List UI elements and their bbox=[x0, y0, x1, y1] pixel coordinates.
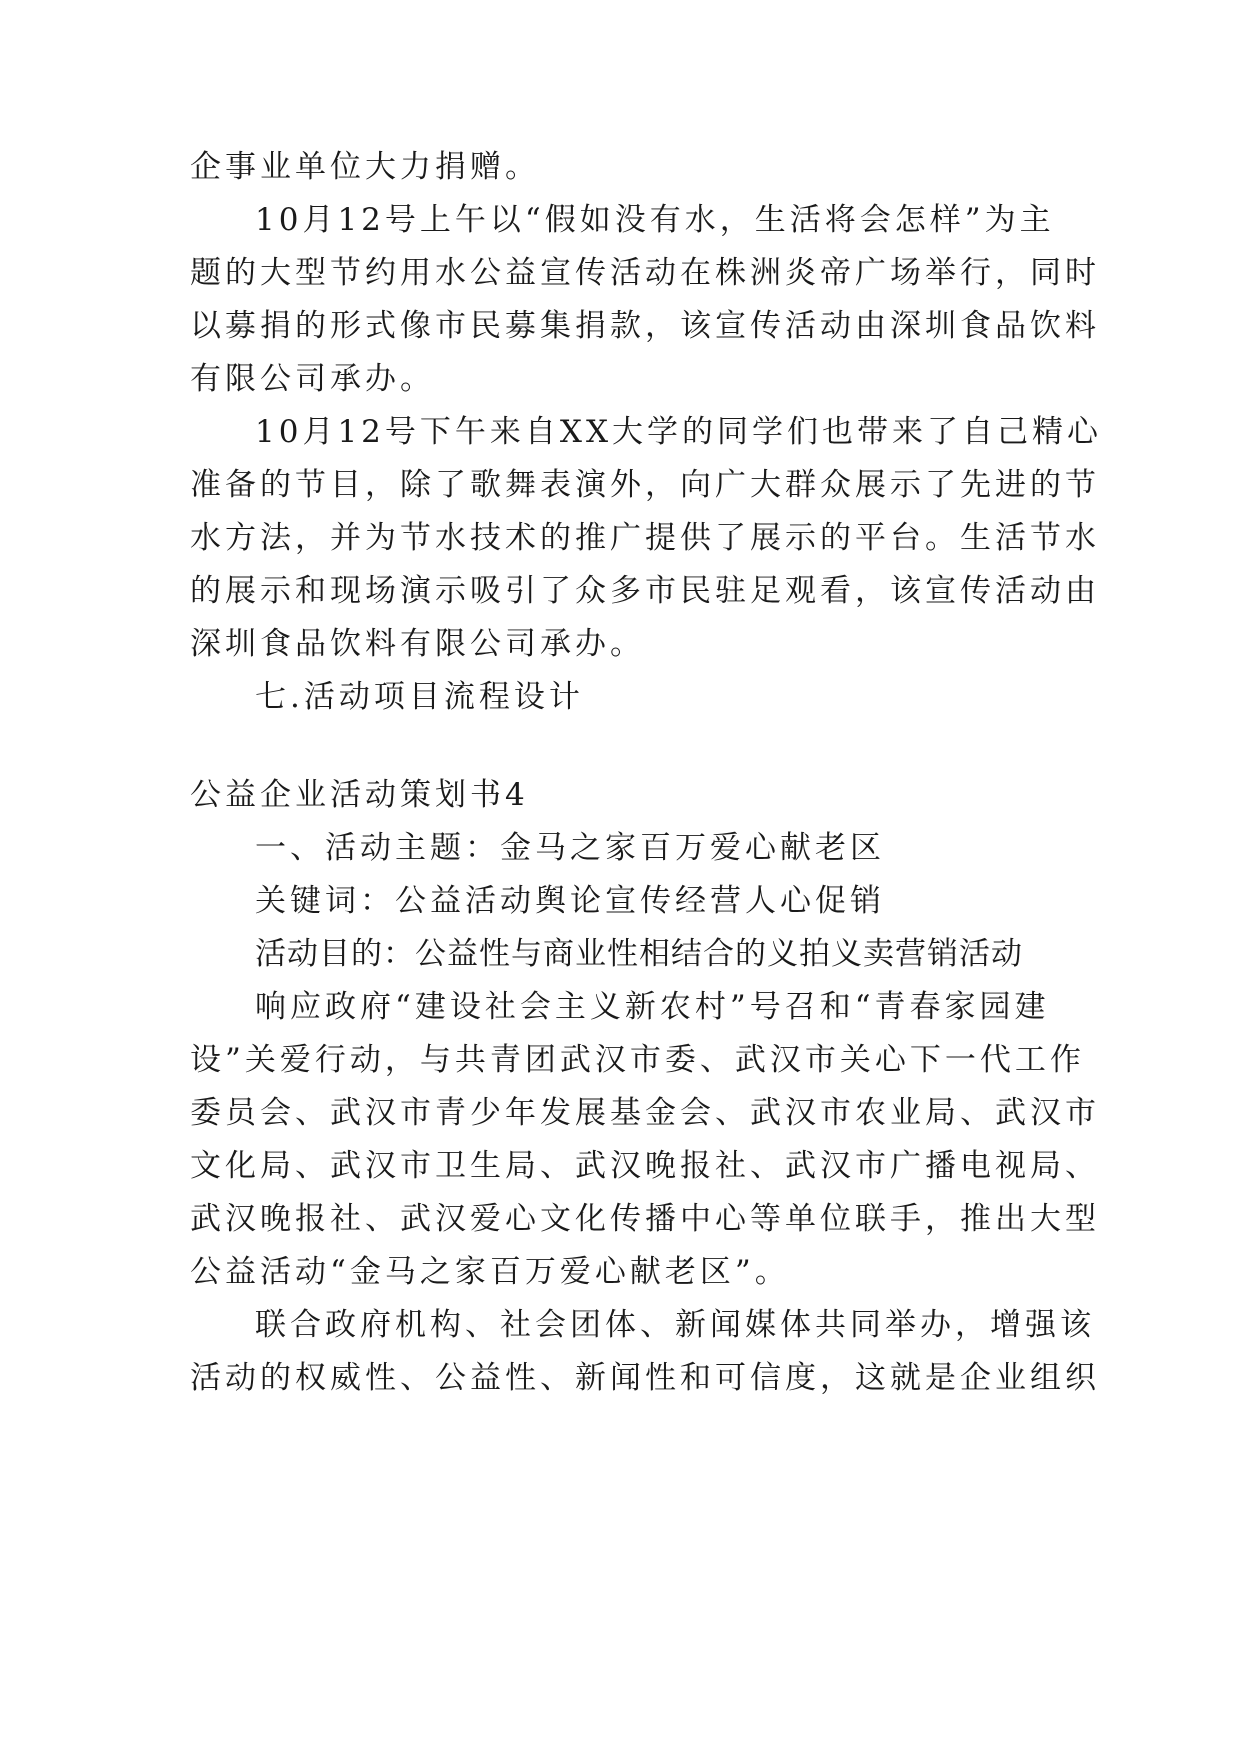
paragraph-line: 题的大型节约用水公益宣传活动在株洲炎帝广场举行，同时 bbox=[190, 255, 1100, 291]
paragraph-line: 企事业单位大力捐赠。 bbox=[190, 149, 540, 185]
paragraph-line: 水方法，并为节水技术的推广提供了展示的平台。生活节水 bbox=[190, 520, 1100, 556]
paragraph-line: 以募捐的形式像市民募集捐款，该宣传活动由深圳食品饮料 bbox=[190, 308, 1100, 344]
paragraph-line: 准备的节目，除了歌舞表演外，向广大群众展示了先进的节 bbox=[190, 467, 1100, 503]
paragraph-line: 公益活动“金马之家百万爱心献老区”。 bbox=[190, 1254, 790, 1290]
paragraph-line: 有限公司承办。 bbox=[190, 361, 435, 397]
paragraph-line: 关键词：公益活动舆论宣传经营人心促销 bbox=[255, 883, 885, 919]
paragraph-line: 一、活动主题：金马之家百万爱心献老区 bbox=[255, 830, 885, 866]
document-title: 公益企业活动策划书4 bbox=[190, 777, 529, 813]
paragraph-line: 10月12号下午来自XX大学的同学们也带来了自己精心 bbox=[255, 414, 1103, 450]
paragraph-line: 联合政府机构、社会团体、新闻媒体共同举办，增强该 bbox=[255, 1307, 1095, 1343]
paragraph-line: 设”关爱行动，与共青团武汉市委、武汉市关心下一代工作 bbox=[190, 1042, 1085, 1078]
paragraph-line: 响应政府“建设社会主义新农村”号召和“青春家园建 bbox=[255, 989, 1050, 1025]
paragraph-line: 活动的权威性、公益性、新闻性和可信度，这就是企业组织 bbox=[190, 1360, 1100, 1396]
paragraph-line: 文化局、武汉市卫生局、武汉晚报社、武汉市广播电视局、 bbox=[190, 1148, 1100, 1184]
paragraph-line: 的展示和现场演示吸引了众多市民驻足观看，该宣传活动由 bbox=[190, 573, 1100, 609]
paragraph-line: 10月12号上午以“假如没有水，生活将会怎样”为主 bbox=[255, 202, 1055, 238]
paragraph-line: 武汉晚报社、武汉爱心文化传播中心等单位联手，推出大型 bbox=[190, 1201, 1100, 1237]
paragraph-line: 委员会、武汉市青少年发展基金会、武汉市农业局、武汉市 bbox=[190, 1095, 1100, 1131]
paragraph-line: 活动目的：公益性与商业性相结合的义拍义卖营销活动 bbox=[255, 936, 1023, 972]
paragraph-line: 深圳食品饮料有限公司承办。 bbox=[190, 626, 645, 662]
section-heading: 七.活动项目流程设计 bbox=[255, 679, 584, 715]
